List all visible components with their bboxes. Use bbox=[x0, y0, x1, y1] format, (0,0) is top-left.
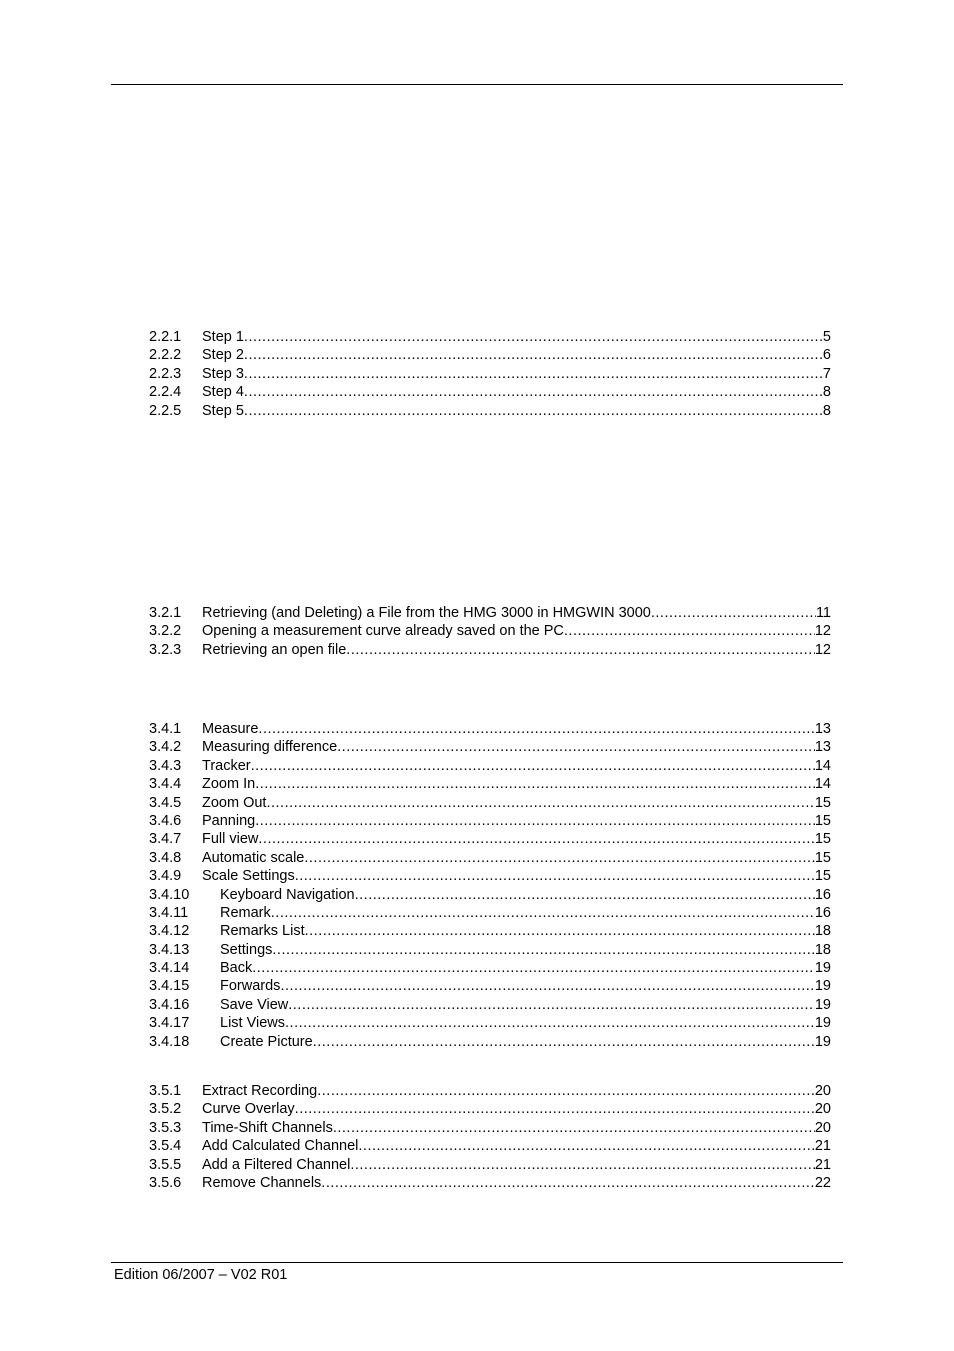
toc-entry-title: Step 3 bbox=[202, 365, 244, 382]
toc-entry[interactable] bbox=[149, 328, 831, 346]
toc-entry-number: 3.4.5 bbox=[149, 794, 182, 811]
toc-entry-number: 3.4.15 bbox=[149, 978, 190, 995]
toc-entry-number: 3.4.3 bbox=[149, 757, 182, 774]
toc-dot-leader bbox=[313, 1033, 815, 1051]
toc-entry-number: 3.4.17 bbox=[149, 1015, 190, 1032]
toc-entry-line bbox=[202, 402, 831, 420]
header-rule bbox=[111, 84, 843, 85]
toc-entry-page: 15 bbox=[814, 831, 831, 848]
toc-entry-number: 3.5.5 bbox=[149, 1156, 182, 1173]
toc-group-3-4 bbox=[149, 720, 831, 1051]
toc-entry-number: 3.5.2 bbox=[149, 1101, 182, 1118]
toc-entry[interactable] bbox=[149, 1156, 831, 1174]
toc-entry-number: 3.4.11 bbox=[149, 904, 189, 921]
toc-entry-line bbox=[202, 1100, 831, 1118]
toc-entry-title: Remarks List bbox=[220, 923, 305, 940]
toc-dot-leader bbox=[244, 402, 823, 420]
toc-entry-number: 3.4.10 bbox=[149, 886, 190, 903]
toc-entry-number: 3.5.3 bbox=[149, 1119, 182, 1136]
toc-entry-line bbox=[202, 867, 831, 885]
toc-entry-title: Full view bbox=[202, 831, 259, 848]
toc-entry-page: 5 bbox=[822, 329, 831, 345]
toc-entry-number: 3.5.1 bbox=[149, 1083, 182, 1099]
toc-entry-number: 2.2.1 bbox=[149, 329, 182, 345]
toc-entry-page: 14 bbox=[814, 776, 831, 793]
toc-entry-title: Retrieving (and Deleting) a File from the HMG 3000 in HMGWIN 3000 bbox=[202, 605, 651, 621]
toc-entry-title: Step 2 bbox=[202, 347, 244, 364]
toc-entry-line bbox=[220, 904, 831, 922]
toc-entry-line bbox=[220, 959, 831, 977]
toc-entry-number: 3.4.16 bbox=[149, 996, 190, 1013]
toc-entry-title: Add Calculated Channel bbox=[202, 1138, 359, 1155]
toc-entry-number: 3.4.12 bbox=[149, 923, 190, 940]
toc-dot-leader bbox=[271, 904, 815, 922]
toc-dot-leader bbox=[266, 794, 814, 812]
toc-entry[interactable] bbox=[149, 941, 831, 959]
toc-entry-number: 3.4.2 bbox=[149, 739, 182, 756]
toc-entry[interactable] bbox=[149, 959, 831, 977]
toc-entry[interactable] bbox=[149, 849, 831, 867]
toc-entry-line bbox=[202, 757, 831, 775]
toc-entry-line bbox=[202, 383, 831, 401]
toc-entry[interactable] bbox=[149, 365, 831, 383]
toc-entry-page: 8 bbox=[822, 384, 831, 401]
toc-entry[interactable] bbox=[149, 830, 831, 848]
toc-entry-page: 7 bbox=[822, 365, 831, 382]
toc-entry-title: Keyboard Navigation bbox=[220, 886, 355, 903]
toc-entry[interactable] bbox=[149, 720, 831, 738]
toc-entry-title: Automatic scale bbox=[202, 849, 305, 866]
toc-entry[interactable] bbox=[149, 1082, 831, 1100]
toc-entry-title: Opening a measurement curve already saved on the PC bbox=[202, 623, 564, 640]
toc-entry-title: Zoom In bbox=[202, 776, 256, 793]
toc-dot-leader bbox=[258, 720, 814, 738]
toc-dot-leader bbox=[304, 849, 815, 867]
toc-entry-title: List Views bbox=[220, 1015, 286, 1032]
toc-dot-leader bbox=[295, 1100, 815, 1118]
toc-entry-line bbox=[202, 604, 831, 622]
toc-entry-line bbox=[202, 328, 831, 346]
toc-entry-page: 11 bbox=[815, 605, 831, 621]
toc-entry-page: 16 bbox=[814, 886, 831, 903]
toc-entry-line bbox=[220, 886, 831, 904]
toc-entry[interactable] bbox=[149, 1100, 831, 1118]
toc-entry-title: Save View bbox=[220, 996, 289, 1013]
toc-dot-leader bbox=[255, 775, 815, 793]
toc-entry-page: 8 bbox=[822, 402, 831, 419]
toc-entry[interactable] bbox=[149, 977, 831, 995]
toc-entry-page: 15 bbox=[814, 849, 831, 866]
toc-entry[interactable] bbox=[149, 383, 831, 401]
toc-entry-number: 2.2.4 bbox=[149, 384, 182, 401]
toc-entry-line bbox=[202, 622, 831, 640]
toc-group-2-2 bbox=[149, 328, 831, 420]
toc-entry-page: 20 bbox=[814, 1083, 831, 1099]
toc-entry[interactable] bbox=[149, 346, 831, 364]
toc-dot-leader bbox=[337, 738, 815, 756]
toc-entry-number: 3.4.9 bbox=[149, 868, 182, 885]
toc-entry-number: 2.2.5 bbox=[149, 402, 182, 419]
toc-entry[interactable] bbox=[149, 757, 831, 775]
toc-dot-leader bbox=[305, 922, 815, 940]
toc-entry-page: 19 bbox=[814, 978, 831, 995]
toc-entry-line bbox=[202, 830, 831, 848]
toc-dot-leader bbox=[244, 383, 823, 401]
toc-entry-line bbox=[202, 1082, 831, 1100]
toc-entry-title: Extract Recording bbox=[202, 1083, 318, 1099]
toc-entry[interactable] bbox=[149, 738, 831, 756]
toc-entry-title: Panning bbox=[202, 812, 256, 829]
toc-entry-title: Settings bbox=[220, 941, 273, 958]
toc-entry-number: 3.4.14 bbox=[149, 960, 190, 977]
toc-dot-leader bbox=[346, 641, 815, 659]
toc-entry-line bbox=[202, 849, 831, 867]
toc-entry-title: Back bbox=[220, 960, 253, 977]
toc-entry-page: 15 bbox=[814, 812, 831, 829]
toc-entry[interactable] bbox=[149, 812, 831, 830]
toc-dot-leader bbox=[244, 346, 823, 364]
toc-entry-page: 16 bbox=[814, 904, 831, 921]
toc-entry-page: 15 bbox=[814, 794, 831, 811]
toc-entry[interactable] bbox=[149, 1119, 831, 1137]
toc-dot-leader bbox=[651, 604, 816, 622]
toc-entry-page: 21 bbox=[814, 1156, 831, 1173]
toc-entry-number: 3.4.18 bbox=[149, 1033, 190, 1050]
toc-entry-number: 3.5.6 bbox=[149, 1174, 182, 1191]
toc-entry-page: 20 bbox=[814, 1119, 831, 1136]
toc-dot-leader bbox=[244, 365, 823, 383]
toc-dot-leader bbox=[258, 830, 814, 848]
toc-entry-number: 3.2.1 bbox=[149, 605, 182, 621]
toc-entry-title: Retrieving an open file bbox=[202, 641, 347, 658]
toc-entry-page: 18 bbox=[814, 941, 831, 958]
toc-dot-leader bbox=[244, 328, 823, 346]
toc-entry-line bbox=[202, 775, 831, 793]
toc-entry-page: 19 bbox=[814, 1033, 831, 1050]
toc-entry-page: 19 bbox=[814, 1015, 831, 1032]
toc-entry-line bbox=[202, 1137, 831, 1155]
toc-entry-title: Curve Overlay bbox=[202, 1101, 295, 1118]
toc-entry[interactable] bbox=[149, 794, 831, 812]
toc-entry-title: Measure bbox=[202, 721, 259, 737]
toc-entry-page: 15 bbox=[814, 868, 831, 885]
toc-dot-leader bbox=[251, 757, 815, 775]
toc-entry-title: Create Picture bbox=[220, 1033, 313, 1050]
toc-dot-leader bbox=[358, 1137, 814, 1155]
toc-entry[interactable] bbox=[149, 886, 831, 904]
toc-dot-leader bbox=[317, 1082, 815, 1100]
toc-entry-line bbox=[202, 720, 831, 738]
toc-entry-title: Scale Settings bbox=[202, 868, 295, 885]
toc-entry-line bbox=[202, 365, 831, 383]
toc-entry-line bbox=[202, 738, 831, 756]
toc-entry-page: 18 bbox=[814, 923, 831, 940]
toc-entry-line bbox=[202, 794, 831, 812]
toc-entry-page: 19 bbox=[814, 996, 831, 1013]
toc-dot-leader bbox=[295, 867, 815, 885]
toc-entry-title: Step 4 bbox=[202, 384, 244, 401]
toc-entry-line bbox=[202, 1119, 831, 1137]
toc-entry[interactable] bbox=[149, 1014, 831, 1032]
toc-entry-number: 2.2.2 bbox=[149, 347, 182, 364]
toc-dot-leader bbox=[280, 977, 814, 995]
toc-entry[interactable] bbox=[149, 922, 831, 940]
toc-group-3-2 bbox=[149, 604, 831, 659]
toc-entry[interactable] bbox=[149, 1033, 831, 1051]
toc-entry-page: 21 bbox=[814, 1138, 831, 1155]
toc-entry[interactable] bbox=[149, 622, 831, 640]
toc-entry-line bbox=[202, 641, 831, 659]
toc-entry-title: Step 5 bbox=[202, 402, 244, 419]
toc-entry-title: Tracker bbox=[202, 757, 251, 774]
toc-entry-title: Measuring difference bbox=[202, 739, 338, 756]
toc-entry[interactable] bbox=[149, 904, 831, 922]
toc-entry-line bbox=[220, 941, 831, 959]
toc-entry-number: 3.4.4 bbox=[149, 776, 182, 793]
toc-dot-leader bbox=[255, 812, 815, 830]
toc-entry-line bbox=[220, 922, 831, 940]
toc-entry-number: 3.2.2 bbox=[149, 623, 182, 640]
toc-entry-number: 3.5.4 bbox=[149, 1138, 182, 1155]
toc-entry-line bbox=[220, 977, 831, 995]
toc-entry[interactable] bbox=[149, 402, 831, 420]
toc-entry-title: Step 1 bbox=[202, 329, 244, 345]
toc-entry-title: Add a Filtered Channel bbox=[202, 1156, 351, 1173]
toc-entry[interactable] bbox=[149, 641, 831, 659]
toc-entry[interactable] bbox=[149, 996, 831, 1014]
toc-entry-title: Forwards bbox=[220, 978, 281, 995]
toc-entry-number: 3.2.3 bbox=[149, 641, 182, 658]
toc-entry-line bbox=[202, 1156, 831, 1174]
toc-entry-line bbox=[202, 346, 831, 364]
toc-entry[interactable] bbox=[149, 1174, 831, 1192]
toc-entry-number: 3.4.1 bbox=[149, 721, 182, 737]
toc-entry-number: 3.4.8 bbox=[149, 849, 182, 866]
toc-entry[interactable] bbox=[149, 604, 831, 622]
toc-entry-page: 22 bbox=[814, 1174, 831, 1191]
toc-entry-page: 19 bbox=[814, 960, 831, 977]
toc-dot-leader bbox=[355, 886, 815, 904]
toc-entry-title: Remark bbox=[220, 904, 271, 921]
toc-entry-line bbox=[202, 1174, 831, 1192]
toc-entry-page: 12 bbox=[814, 623, 831, 640]
toc-entry-page: 13 bbox=[814, 739, 831, 756]
toc-dot-leader bbox=[272, 941, 814, 959]
toc-dot-leader bbox=[288, 996, 815, 1014]
toc-group-3-5 bbox=[149, 1082, 831, 1192]
toc-entry-title: Remove Channels bbox=[202, 1174, 322, 1191]
toc-dot-leader bbox=[333, 1119, 815, 1137]
toc-entry-title: Time-Shift Channels bbox=[202, 1119, 333, 1136]
toc-entry-page: 20 bbox=[814, 1101, 831, 1118]
toc-entry-line bbox=[220, 996, 831, 1014]
toc-dot-leader bbox=[564, 622, 815, 640]
footer-rule bbox=[111, 1262, 843, 1263]
toc-entry-page: 14 bbox=[814, 757, 831, 774]
edition-footer: Edition 06/2007 – V02 R01 bbox=[114, 1267, 288, 1283]
toc-entry-line bbox=[220, 1014, 831, 1032]
toc-entry[interactable] bbox=[149, 1137, 831, 1155]
toc-entry[interactable] bbox=[149, 775, 831, 793]
toc-dot-leader bbox=[350, 1156, 815, 1174]
toc-entry[interactable] bbox=[149, 867, 831, 885]
toc-entry-line bbox=[220, 1033, 831, 1051]
toc-entry-number: 2.2.3 bbox=[149, 365, 182, 382]
toc-entry-title: Zoom Out bbox=[202, 794, 267, 811]
toc-entry-line bbox=[202, 812, 831, 830]
toc-entry-number: 3.4.7 bbox=[149, 831, 182, 848]
toc-dot-leader bbox=[252, 959, 815, 977]
toc-entry-page: 12 bbox=[814, 641, 831, 658]
toc-dot-leader bbox=[285, 1014, 815, 1032]
toc-entry-number: 3.4.6 bbox=[149, 812, 182, 829]
toc-entry-page: 6 bbox=[822, 347, 831, 364]
toc-dot-leader bbox=[321, 1174, 815, 1192]
toc-entry-page: 13 bbox=[814, 721, 831, 737]
toc-entry-number: 3.4.13 bbox=[149, 941, 190, 958]
